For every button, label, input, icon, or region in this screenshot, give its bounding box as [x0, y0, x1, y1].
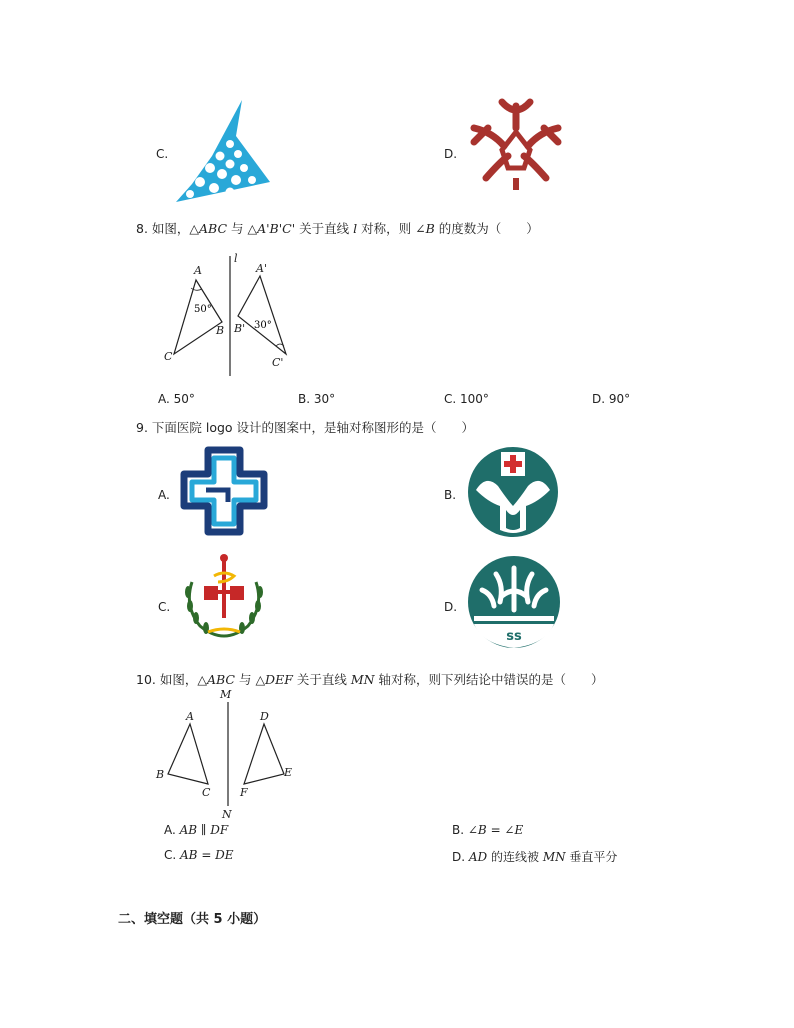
triangle-abc — [168, 724, 208, 784]
option-d-label: D. — [444, 147, 458, 161]
q9-option-b-label[interactable]: B. — [444, 488, 457, 502]
q8-option-a[interactable]: A. 50° — [158, 392, 195, 406]
q10-option-b[interactable]: B. ∠B = ∠E — [452, 823, 524, 837]
section-2-title: 二、填空题（共 5 小题） — [118, 912, 267, 927]
option-c-logo-image — [172, 96, 272, 204]
q9-option-b-logo-image — [466, 446, 560, 538]
vertex-a-label: A — [194, 264, 202, 277]
question-8-stem: 8. 如图，△ABC 与 △A'B'C' 关于直线 l 对称，则 ∠B 的度数为（ ） — [136, 221, 539, 236]
vertex-a-label: A — [186, 710, 194, 723]
question-9-stem: 9. 下面医院 logo 设计的图案中，是轴对称图形的是（ ） — [136, 420, 475, 435]
q8-option-d[interactable]: D. 90° — [592, 392, 631, 406]
question-10-figure — [150, 686, 310, 820]
option-c-label: C. — [156, 147, 169, 161]
point-n-label: N — [222, 808, 232, 820]
q9-option-a-logo-image — [176, 444, 272, 538]
vertex-b-label: B — [156, 768, 165, 781]
svg-text:ss: ss — [506, 629, 522, 644]
q9-option-c-logo-image — [178, 552, 270, 642]
q8-option-b[interactable]: B. 30° — [298, 392, 336, 406]
vertex-f-label: F — [240, 786, 248, 799]
triangle-a2b2c2 — [238, 276, 286, 354]
question-10-stem: 10. 如图，△ABC 与 △DEF 关于直线 MN 轴对称，则下列结论中错误的是（ ） — [136, 672, 604, 687]
vertex-b2-label: B' — [234, 322, 246, 335]
option-d-logo-image — [466, 98, 566, 194]
q10-option-a[interactable]: A. AB ∥ DF — [164, 823, 229, 837]
vertex-b-label: B — [216, 324, 225, 337]
vertex-c-label: C — [202, 786, 211, 799]
vertex-e-label: E — [284, 766, 293, 779]
q8-option-c[interactable]: C. 100° — [444, 392, 489, 406]
triangle-abc — [174, 280, 225, 354]
q10-option-d[interactable]: D. AD 的连线被 MN 垂直平分 — [452, 850, 618, 864]
point-m-label: M — [220, 688, 232, 701]
q10-option-c[interactable]: C. AB = DE — [164, 848, 234, 862]
q9-option-c-label[interactable]: C. — [158, 600, 171, 614]
q9-option-d-logo-image — [466, 556, 562, 650]
line-l-label: l — [234, 252, 238, 265]
angle-50-label: 50° — [194, 304, 212, 315]
vertex-a2-label: A' — [256, 262, 267, 275]
angle-30-label: 30° — [254, 320, 272, 331]
question-8-figure — [158, 250, 298, 380]
vertex-c2-label: C' — [272, 356, 284, 369]
triangle-def — [244, 724, 284, 784]
q9-option-a-label[interactable]: A. — [158, 488, 170, 502]
q9-option-d-label[interactable]: D. — [444, 600, 458, 614]
vertex-d-label: D — [260, 710, 269, 723]
vertex-c-label: C — [164, 350, 173, 363]
